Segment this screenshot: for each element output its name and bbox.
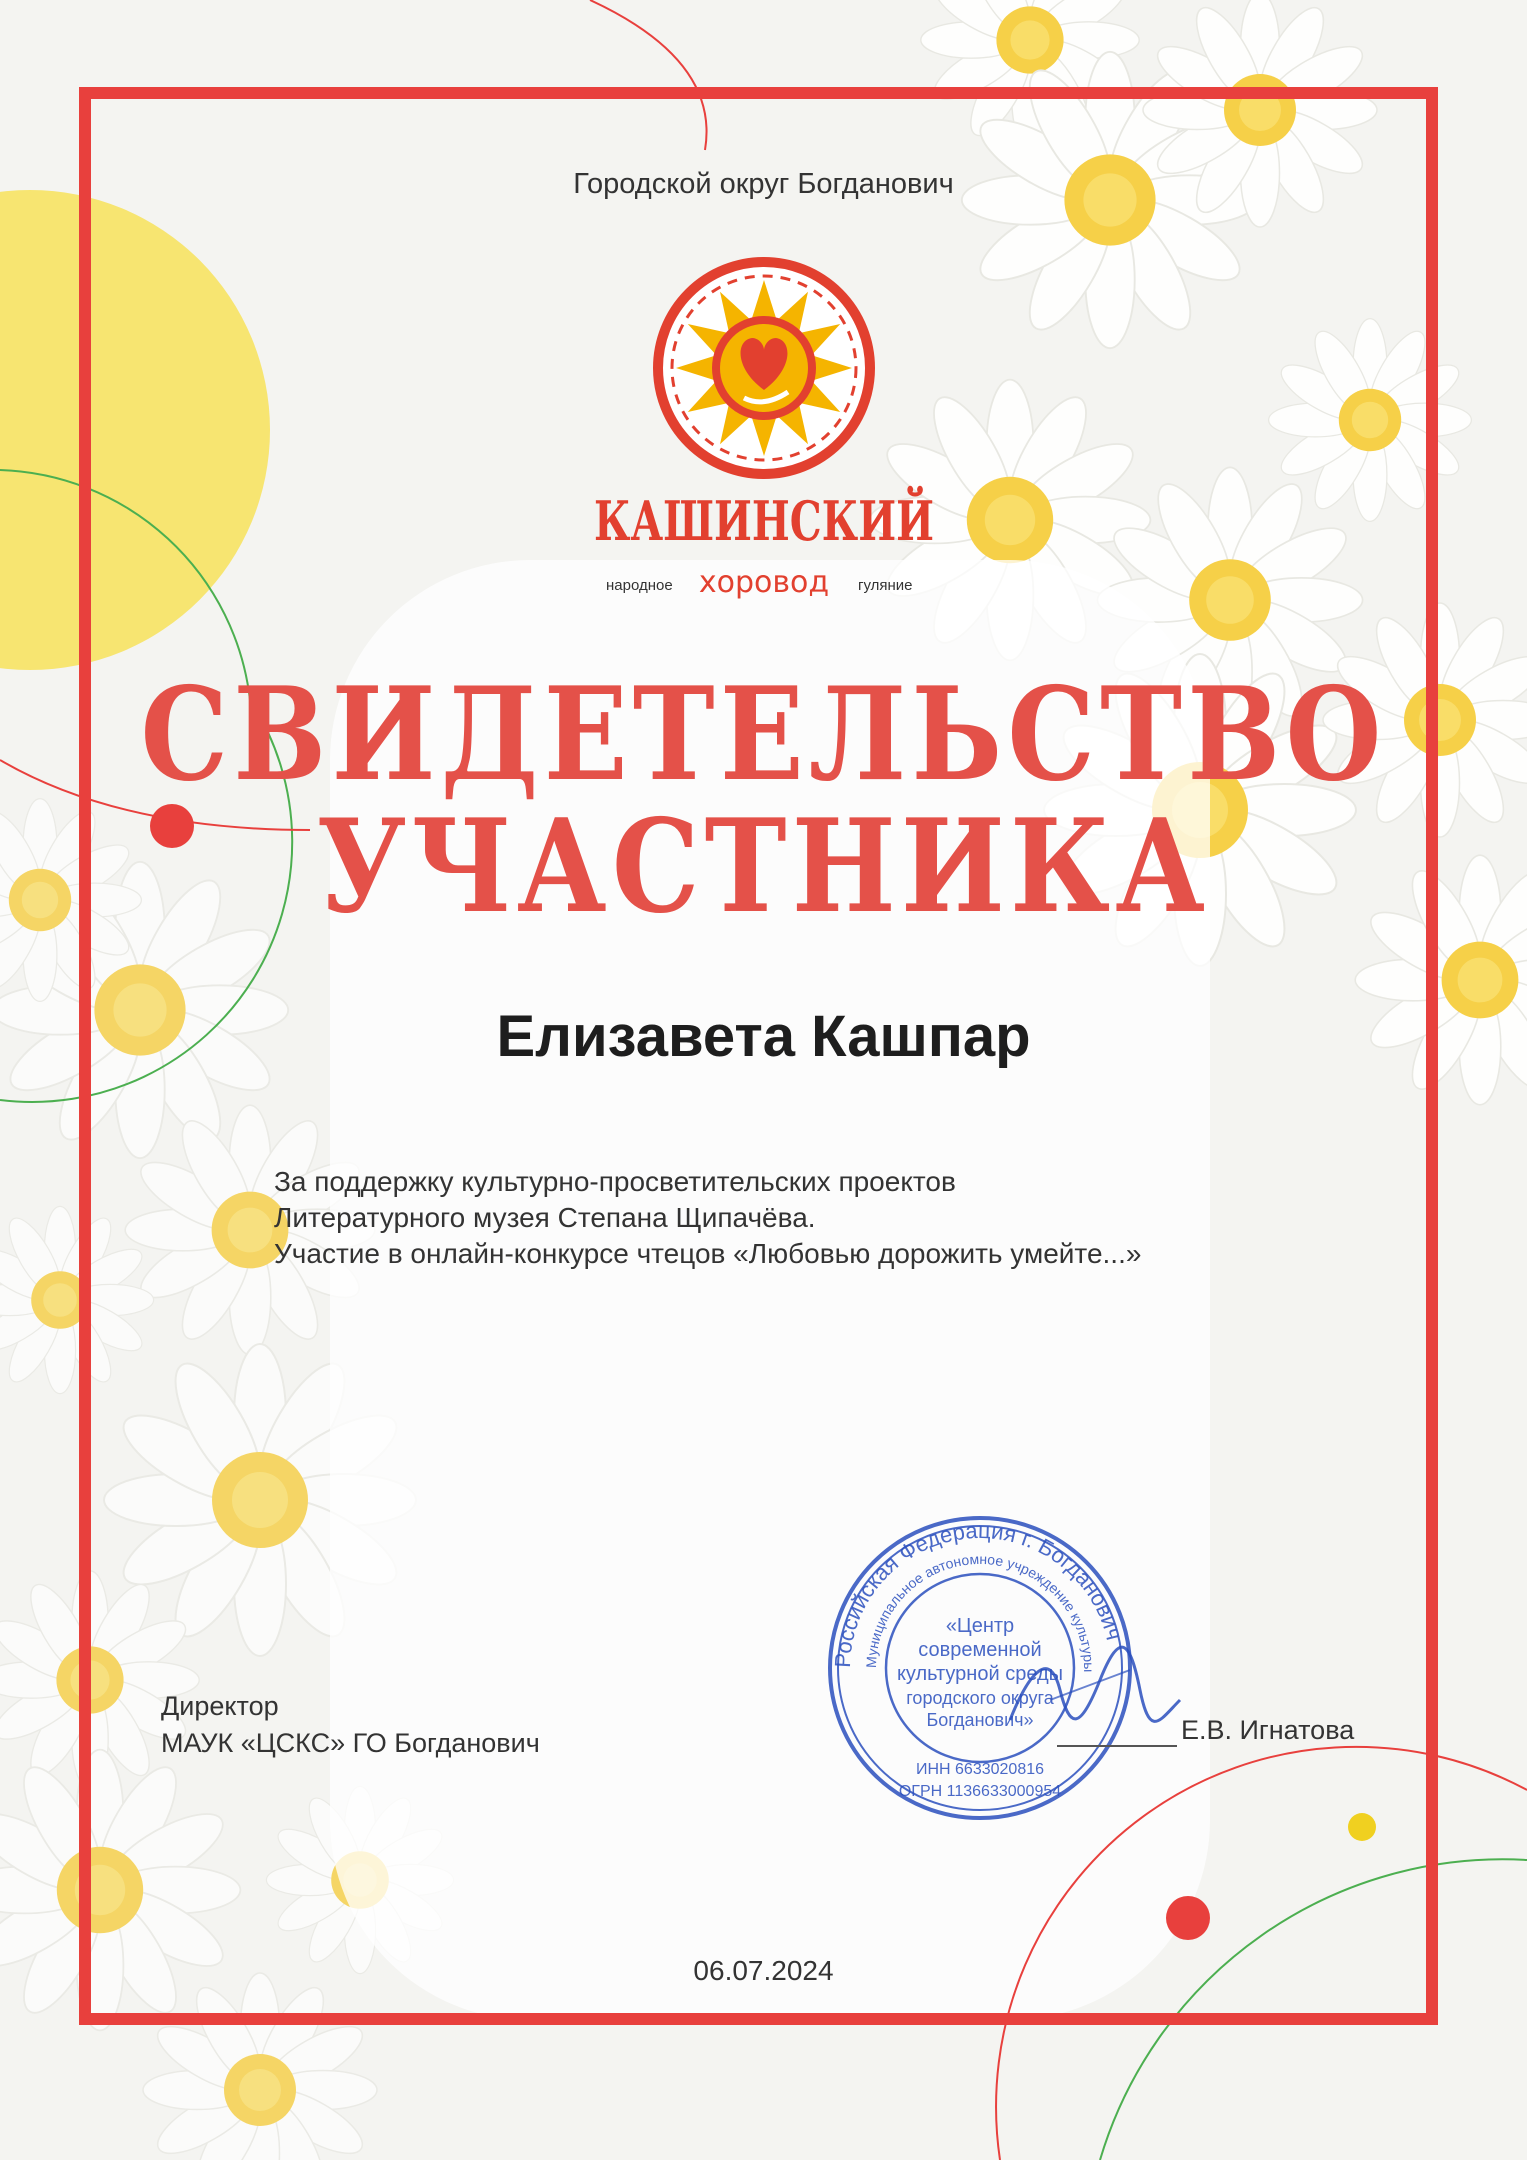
stamp-center-line: Богданович» <box>926 1710 1034 1730</box>
festival-logo <box>576 258 1052 608</box>
director-title <box>161 1688 540 1762</box>
description-line: Участие в онлайн-конкурсе чтецов «Любовью дорожить умейте...» <box>274 1238 1142 1269</box>
issue-date: 06.07.2024 <box>693 1955 834 1986</box>
stamp-center-line: современной <box>918 1639 1042 1661</box>
stamp-inner-text: Муниципальное автономное учреждение культуры <box>862 1550 1098 1673</box>
stamp-center-line: «Центр <box>945 1615 1015 1637</box>
region-label: Городской округ Богданович <box>573 168 954 200</box>
director-title-line1: Директор <box>161 1691 279 1721</box>
stamp-center-line: культурной среды <box>896 1663 1064 1685</box>
recipient-name: Елизавета Кашпар <box>496 1004 1031 1069</box>
stamp-inn: ИНН 6633020816 <box>915 1761 1045 1778</box>
logo-sub-center: хоровод <box>698 565 830 600</box>
handwritten-signature <box>990 1630 1190 1750</box>
logo-sub-right: гуляние <box>858 577 913 594</box>
stamp-outer-text: Российская Федерация г. Богданович <box>829 1517 1127 1669</box>
stamp-center-line: городского округа <box>906 1688 1054 1708</box>
award-description <box>274 1164 1141 1272</box>
certificate-title-line2: УЧАСТНИКА <box>316 792 1211 942</box>
logo-name: КАШИНСКИЙ <box>594 489 1052 553</box>
stamp-ogrn: ОГРН 1136633000954 <box>898 1783 1062 1800</box>
director-title-line2: МАУК «ЦСКС» ГО Богданович <box>161 1728 540 1758</box>
signer-name: Е.В. Игнатова <box>1181 1715 1355 1745</box>
signature-line <box>1057 1745 1177 1747</box>
description-line: За поддержку культурно-просветительских проектов <box>274 1166 956 1197</box>
description-line: Литературного музея Степана Щипачёва. <box>274 1202 816 1233</box>
certificate-title-line1: СВИДЕТЕЛЬСТВО <box>140 660 1387 810</box>
logo-sub-left: народное <box>606 577 673 594</box>
